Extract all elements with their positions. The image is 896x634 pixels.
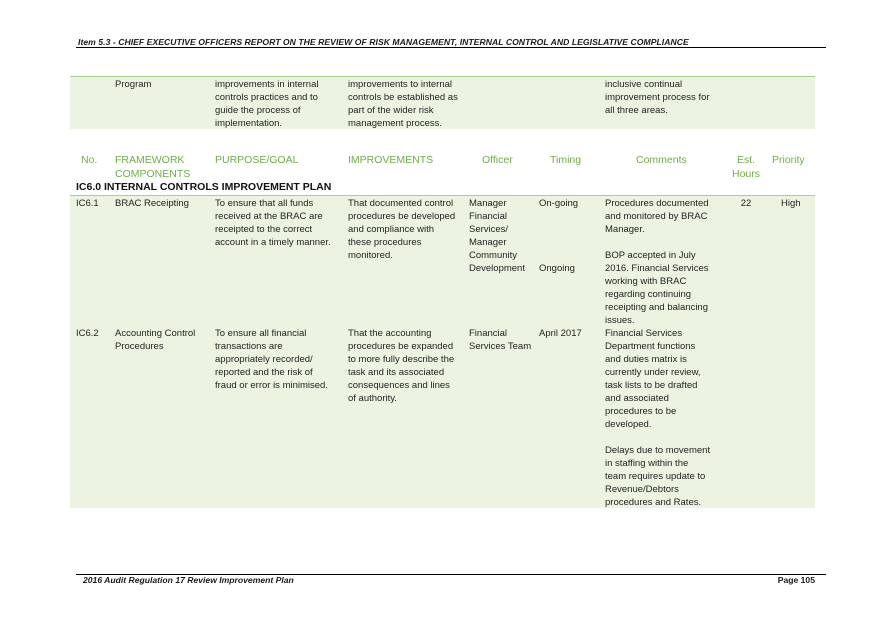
row-no: IC6.1 — [76, 198, 99, 209]
col-header-timing: Timing — [550, 154, 582, 166]
continued-framework: Program — [115, 79, 152, 90]
row-improvements: That the accounting procedures be expanded to more fully describe the task and its associated consequences and lines of authority. — [348, 328, 455, 404]
col-header-comments: Comments — [636, 154, 687, 166]
col-header-no: No. — [81, 154, 98, 166]
col-header-purpose: PURPOSE/GOAL — [215, 154, 299, 166]
row-hours: 22 — [740, 198, 752, 209]
continued-row-top-rule — [70, 76, 815, 77]
continued-comments: inclusive continual improvement process for all three areas. — [605, 79, 710, 116]
section-title: IC6.0 INTERNAL CONTROLS IMPROVEMENT PLAN — [76, 181, 332, 193]
continued-improvements: improvements to internal controls be established as part of the wider risk management process. — [348, 79, 458, 129]
row-framework: Accounting Control Procedures — [115, 328, 196, 352]
row-priority: High — [781, 198, 801, 209]
row-timing: April 2017 — [539, 328, 582, 339]
header-rule — [76, 47, 826, 48]
row-improvements: That documented control procedures be developed and compliance with these procedures monitored. — [348, 198, 456, 261]
col-header-priority: Priority — [772, 154, 805, 166]
col-header-improvements: IMPROVEMENTS — [348, 154, 434, 166]
row-officer: Financial Services Team — [469, 328, 532, 352]
page-number: Page 105 — [777, 575, 815, 585]
footer-left-text: 2016 Audit Regulation 17 Review Improvement Plan — [83, 575, 294, 585]
row-timing: On-going — [539, 198, 579, 209]
continued-purpose: improvements in internal controls practices and to guide the process of implementation. — [215, 79, 319, 129]
row-timing-second: Ongoing — [539, 263, 575, 274]
row-comments: Procedures documented and monitored by BRAC Manager. BOP accepted in July 2016. Financial Services working with BRAC regarding continuing receipting and balancing issues. — [605, 198, 709, 326]
col-header-hours: Est. Hours — [731, 154, 760, 180]
row-officer: Manager Financial Services/ Manager Community Development — [469, 198, 525, 274]
row-purpose: To ensure that all funds received at the BRAC are receipted to the correct account in a timely manner. — [215, 198, 331, 248]
row-comments: Financial Services Department functions and duties matrix is currently under review, task lists to be drafted and associated procedures to be developed. Delays due to movement in staffing within the team requires update to Revenue/Debtors procedures and Rates. — [605, 328, 711, 508]
row-purpose: To ensure all financial transactions are appropriately recorded/ reported and the risk of fraud or error is minimised. — [215, 328, 328, 391]
row-framework: BRAC Receipting — [115, 198, 189, 209]
col-header-officer: Officer — [482, 154, 513, 166]
table-body-top-rule — [70, 195, 815, 196]
row-no: IC6.2 — [76, 328, 99, 339]
col-header-framework: FRAMEWORK COMPONENTS — [115, 154, 191, 180]
page-header-title: Item 5.3 - CHIEF EXECUTIVE OFFICERS REPORT ON THE REVIEW OF RISK MANAGEMENT, INTERNAL CONTROL AND LEGISLATIVE COMPLIANCE — [78, 37, 689, 47]
